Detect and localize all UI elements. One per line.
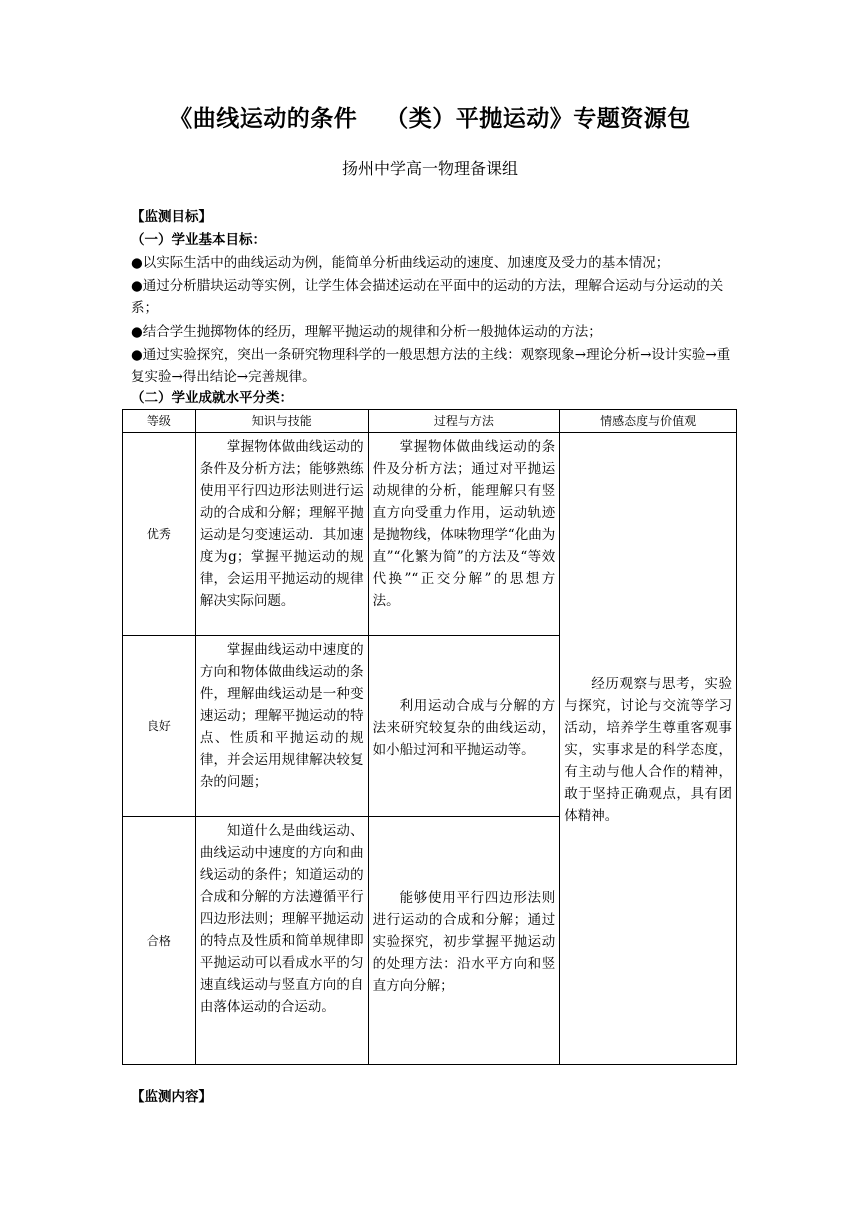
goal-bullet-4: ●通过实验探究，突出一条研究物理科学的一般思想方法的主线：观察现象→理论分析→设计实验→重复实验→得出结论→完善规律。: [131, 347, 731, 385]
level-good: 良好: [123, 636, 196, 817]
document-title: [0, 100, 860, 133]
level-heading: （二）学业成就水平分类：: [131, 390, 293, 406]
level-pass: 合格: [123, 817, 196, 1065]
achievement-table: [122, 409, 737, 1065]
goal-bullet-3: ●结合学生抛掷物体的经历，理解平抛运动的规律和分析一般抛体运动的方法；: [131, 324, 602, 340]
content-heading: 【监测内容】: [131, 1089, 212, 1105]
process-excellent: 掌握物体做曲线运动的条件及分析方法；通过对平抛运动规律的分析，能理解只有竖直方向受重力作用，运动轨迹是抛物线，体味物理学“化曲为直”“化繁为简”的方法及“等效代换”“正交分解”的思想方法。: [368, 433, 560, 636]
goal-bullet-1: ●以实际生活中的曲线运动为例，能简单分析曲线运动的速度、加速度及受力的基本情况；: [131, 255, 670, 271]
process-good: 利用运动合成与分解的方法来研究较复杂的曲线运动，如小船过河和平抛运动等。: [368, 636, 560, 817]
knowledge-excellent: 掌握物体做曲线运动的条件及分析方法；能够熟练使用平行四边形法则进行运动的合成和分解；理解平抛运动是匀变速运动．其加速度为g；掌握平抛运动的规律，会运用平抛运动的规律解决实际问题。: [195, 433, 368, 636]
knowledge-good: 掌握曲线运动中速度的方向和物体做曲线运动的条件，理解曲线运动是一种变速运动；理解平抛运动的特点、性质和平抛运动的规律，并会运用规律解决较复杂的问题；: [195, 636, 368, 817]
document-subtitle: 扬州中学高一物理备课组: [341, 159, 518, 178]
goal-bullet-2: ●通过分析腊块运动等实例，让学生体会描述运动在平面中的运动的方法，理解合运动与分运动的关系；: [131, 278, 724, 316]
header-knowledge: 知识与技能: [195, 410, 368, 433]
knowledge-pass: 知道什么是曲线运动、曲线运动中速度的方向和曲线运动的条件；知道运动的合成和分解的方法遵循平行四边形法则；理解平抛运动的特点及性质和简单规律即平抛运动可以看成水平的匀速直线运动与竖直方向的自由落体运动的合运动。: [195, 817, 368, 1065]
table-row: [123, 433, 737, 636]
process-pass: 能够使用平行四边形法则进行运动的合成和分解；通过实验探究，初步掌握平抛运动的处理方法：沿水平方向和竖直方向分解；: [368, 817, 560, 1065]
document-title-part-1: 《曲线运动的条件: [169, 105, 358, 132]
level-excellent: 优秀: [123, 433, 196, 636]
basic-goals-heading: （一）学业基本目标：: [131, 232, 266, 248]
goals-heading: 【监测目标】: [131, 209, 212, 225]
header-attitude: 情感态度与价值观: [560, 410, 737, 433]
attitude-cell: 经历观察与思考，实验与探究，讨论与交流等学习活动，培养学生尊重客观事实，实事求是的科学态度，有主动与他人合作的精神，敢于坚持正确观点，具有团体精神。: [560, 433, 737, 1065]
header-level: 等级: [123, 410, 196, 433]
document-title-part-2: （类）平抛运动》专题资源包: [385, 105, 691, 132]
table-header-row: [123, 410, 737, 433]
header-process: 过程与方法: [368, 410, 560, 433]
